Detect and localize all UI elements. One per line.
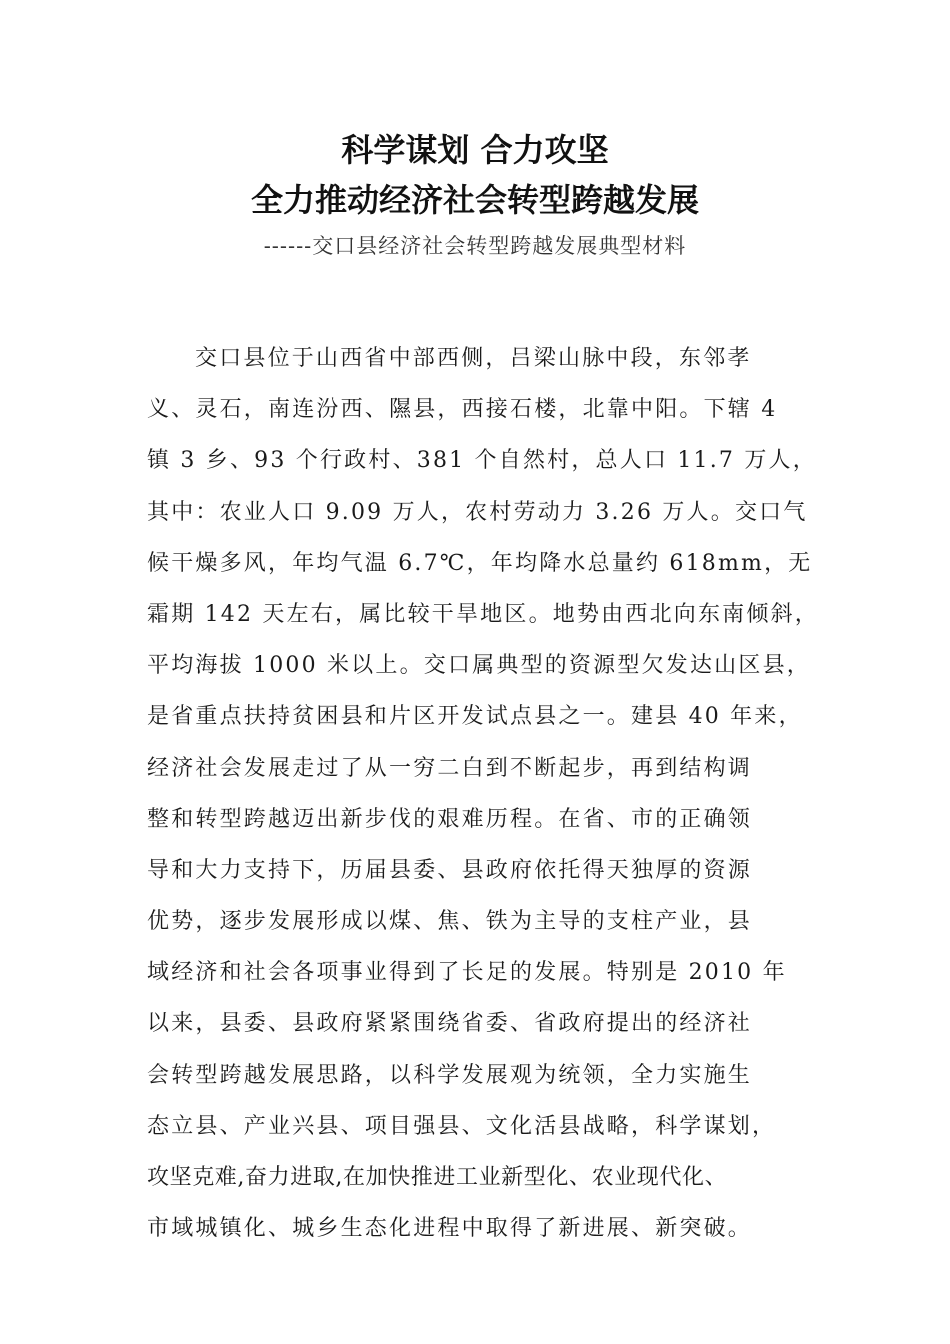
- paragraph-line: 会转型跨越发展思路，以科学发展观为统领，全力实施生: [147, 1062, 753, 1088]
- paragraph-line: 以来，县委、县政府紧紧围绕省委、省政府提出的经济社: [147, 1011, 753, 1037]
- paragraph-line: 其中：农业人口 9.09 万人，农村劳动力 3.26 万人。交口气: [147, 499, 808, 525]
- paragraph-line: 候干燥多风，年均气温 6.7℃，年均降水总量约 618mm，无: [147, 550, 813, 576]
- paragraph-line: 市域城镇化、城乡生态化进程中取得了新进展、新突破。: [147, 1216, 753, 1242]
- paragraph-line: 态立县、产业兴县、项目强县、文化活县战略，科学谋划，: [147, 1113, 777, 1139]
- document-title-line-2: 全力推动经济社会转型跨越发展: [250, 181, 699, 219]
- paragraph-line: 攻坚克难,奋力进取,在加快推进工业新型化、农业现代化、: [147, 1165, 728, 1190]
- paragraph-line: 导和大力支持下，历届县委、县政府依托得天独厚的资源: [147, 857, 753, 883]
- paragraph-line: 霜期 142 天左右，属比较干旱地区。地势由西北向东南倾斜，: [147, 601, 819, 627]
- paragraph-line: 是省重点扶持贫困县和片区开发试点县之一。建县 40 年来，: [147, 704, 803, 730]
- paragraph-line: 经济社会发展走过了从一穷二白到不断起步，再到结构调: [147, 755, 753, 781]
- paragraph-line: 镇 3 乡、93 个行政村、381 个自然村，总人口 11.7 万人，: [147, 448, 817, 474]
- paragraph-line: 平均海拔 1000 米以上。交口属典型的资源型欠发达山区县，: [147, 653, 811, 679]
- paragraph-line: 整和转型跨越迈出新步伐的艰难历程。在省、市的正确领: [147, 806, 753, 832]
- document-title-line-1: 科学谋划 合力攻坚: [341, 131, 609, 169]
- body-paragraph: [147, 333, 821, 1254]
- paragraph-line: 义、灵石，南连汾西、隰县，西接石楼，北靠中阳。下辖 4: [147, 397, 778, 423]
- document-subtitle: ------交口县经济社会转型跨越发展典型材料: [263, 234, 687, 258]
- paragraph-line: 交口县位于山西省中部西侧，吕梁山脉中段，东邻孝: [195, 346, 752, 371]
- paragraph-line: 域经济和社会各项事业得到了长足的发展。特别是 2010 年: [147, 960, 787, 986]
- paragraph-line: 优势，逐步发展形成以煤、焦、铁为主导的支柱产业，县: [147, 909, 753, 935]
